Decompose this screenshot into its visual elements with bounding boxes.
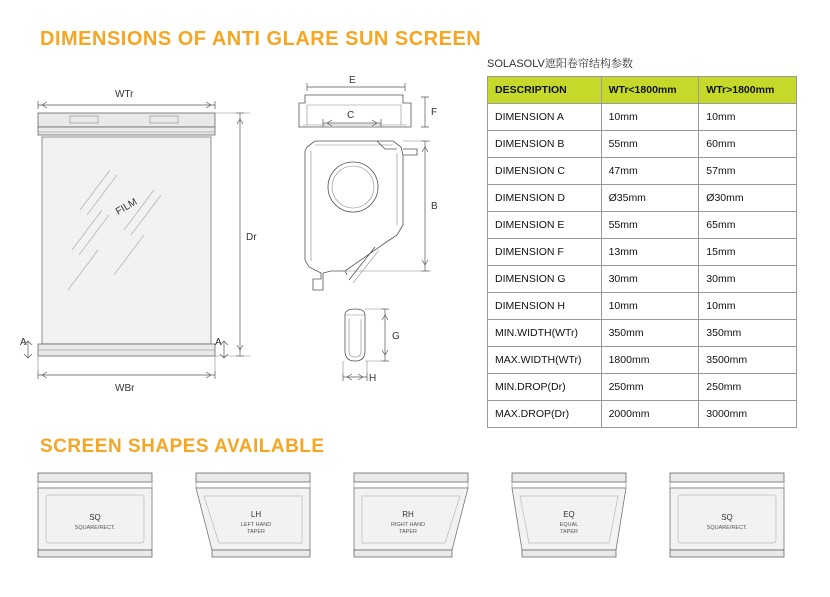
cell-value-over: 60mm [699,131,797,158]
shape-sub1: SQUARE/RECT. [706,525,748,531]
shape-rh [336,465,486,575]
table-row [488,401,797,428]
cell-value-under: 2000mm [601,401,699,428]
cell-value-over: 57mm [699,158,797,185]
spec-table-body [488,104,797,428]
table-row [488,347,797,374]
cell-value-under: 55mm [601,212,699,239]
shapes-section-title: SCREEN SHAPES AVAILABLE [40,436,325,457]
label-c: C [347,110,355,121]
cell-value-under: 47mm [601,158,699,185]
shape-sq-right-svg [652,465,802,575]
table-row [488,212,797,239]
cell-description: DIMENSION D [488,185,602,212]
table-row [488,239,797,266]
shape-sub2: TAPER [247,529,265,535]
cell-description: DIMENSION G [488,266,602,293]
cell-value-under: 350mm [601,320,699,347]
cell-description: DIMENSION H [488,293,602,320]
col-header-description: DESCRIPTION [488,77,602,104]
page-title: DIMENSIONS OF ANTI GLARE SUN SCREEN [40,28,482,50]
cell-description: DIMENSION B [488,131,602,158]
cell-value-under: 30mm [601,266,699,293]
table-row [488,293,797,320]
cell-value-under: 13mm [601,239,699,266]
label-wtr: WTr [115,89,134,100]
label-film: FILM [114,196,140,218]
cell-value-over: 3500mm [699,347,797,374]
cell-description: DIMENSION E [488,212,602,239]
cell-description: DIMENSION A [488,104,602,131]
cell-value-over: 15mm [699,239,797,266]
table-row [488,374,797,401]
spec-table-head [488,77,797,104]
section-view-svg [285,75,465,405]
col-header-wtr-over: WTr>1800mm [699,77,797,104]
label-h: H [369,373,377,384]
front-view-diagram [10,75,280,405]
spec-table [487,76,797,428]
label-dr: Dr [246,232,257,243]
shape-code: SQ [721,513,733,522]
shape-sq-left-svg [20,465,170,575]
shape-code: EQ [563,510,575,519]
cell-value-under: Ø35mm [601,185,699,212]
shape-sq-right [652,465,802,575]
section-view-diagram [285,75,465,405]
cell-description: DIMENSION F [488,239,602,266]
label-a-right: A [215,337,222,348]
shape-code: SQ [89,513,101,522]
shape-sub1: SQUARE/RECT. [74,525,116,531]
cell-value-over: Ø30mm [699,185,797,212]
shape-code: LH [250,510,262,519]
spec-table-container [487,55,797,428]
cell-value-over: 350mm [699,320,797,347]
table-row [488,104,797,131]
cell-value-under: 1800mm [601,347,699,374]
shape-sub1: LEFT HAND [240,522,272,528]
cell-value-under: 250mm [601,374,699,401]
front-view-svg [10,75,280,405]
table-row [488,320,797,347]
table-header-row [488,77,797,104]
shape-code: RH [402,510,414,519]
label-wbr: WBr [115,383,135,394]
label-a-left: A [20,337,27,348]
table-row [488,131,797,158]
shape-lh [178,465,328,575]
shape-lh-svg [178,465,328,575]
cell-description: DIMENSION C [488,158,602,185]
cell-value-over: 10mm [699,104,797,131]
cell-description: MAX.WIDTH(WTr) [488,347,602,374]
cell-value-over: 10mm [699,293,797,320]
cell-value-over: 65mm [699,212,797,239]
shape-sub2: TAPER [560,529,578,535]
label-b: B [431,201,438,212]
shape-rh-svg [336,465,486,575]
col-header-wtr-under: WTr<1800mm [601,77,699,104]
table-caption: SOLASOLV遮阳卷帘结构参数 [487,58,633,70]
label-f: F [431,107,438,118]
cell-description: MIN.DROP(Dr) [488,374,602,401]
shape-eq-svg [494,465,644,575]
cell-value-over: 3000mm [699,401,797,428]
label-g: G [392,331,400,342]
cell-value-under: 55mm [601,131,699,158]
cell-value-over: 250mm [699,374,797,401]
cell-description: MAX.DROP(Dr) [488,401,602,428]
label-e: E [349,75,356,86]
shape-sub1: EQUAL [559,522,579,528]
cell-value-over: 30mm [699,266,797,293]
table-row [488,266,797,293]
cell-description: MIN.WIDTH(WTr) [488,320,602,347]
cell-value-under: 10mm [601,293,699,320]
cell-value-under: 10mm [601,104,699,131]
shape-eq [494,465,644,575]
table-row [488,158,797,185]
shape-sub2: TAPER [399,529,417,535]
shape-sq-left [20,465,170,575]
table-row [488,185,797,212]
shape-sub1: RIGHT HAND [390,522,426,528]
